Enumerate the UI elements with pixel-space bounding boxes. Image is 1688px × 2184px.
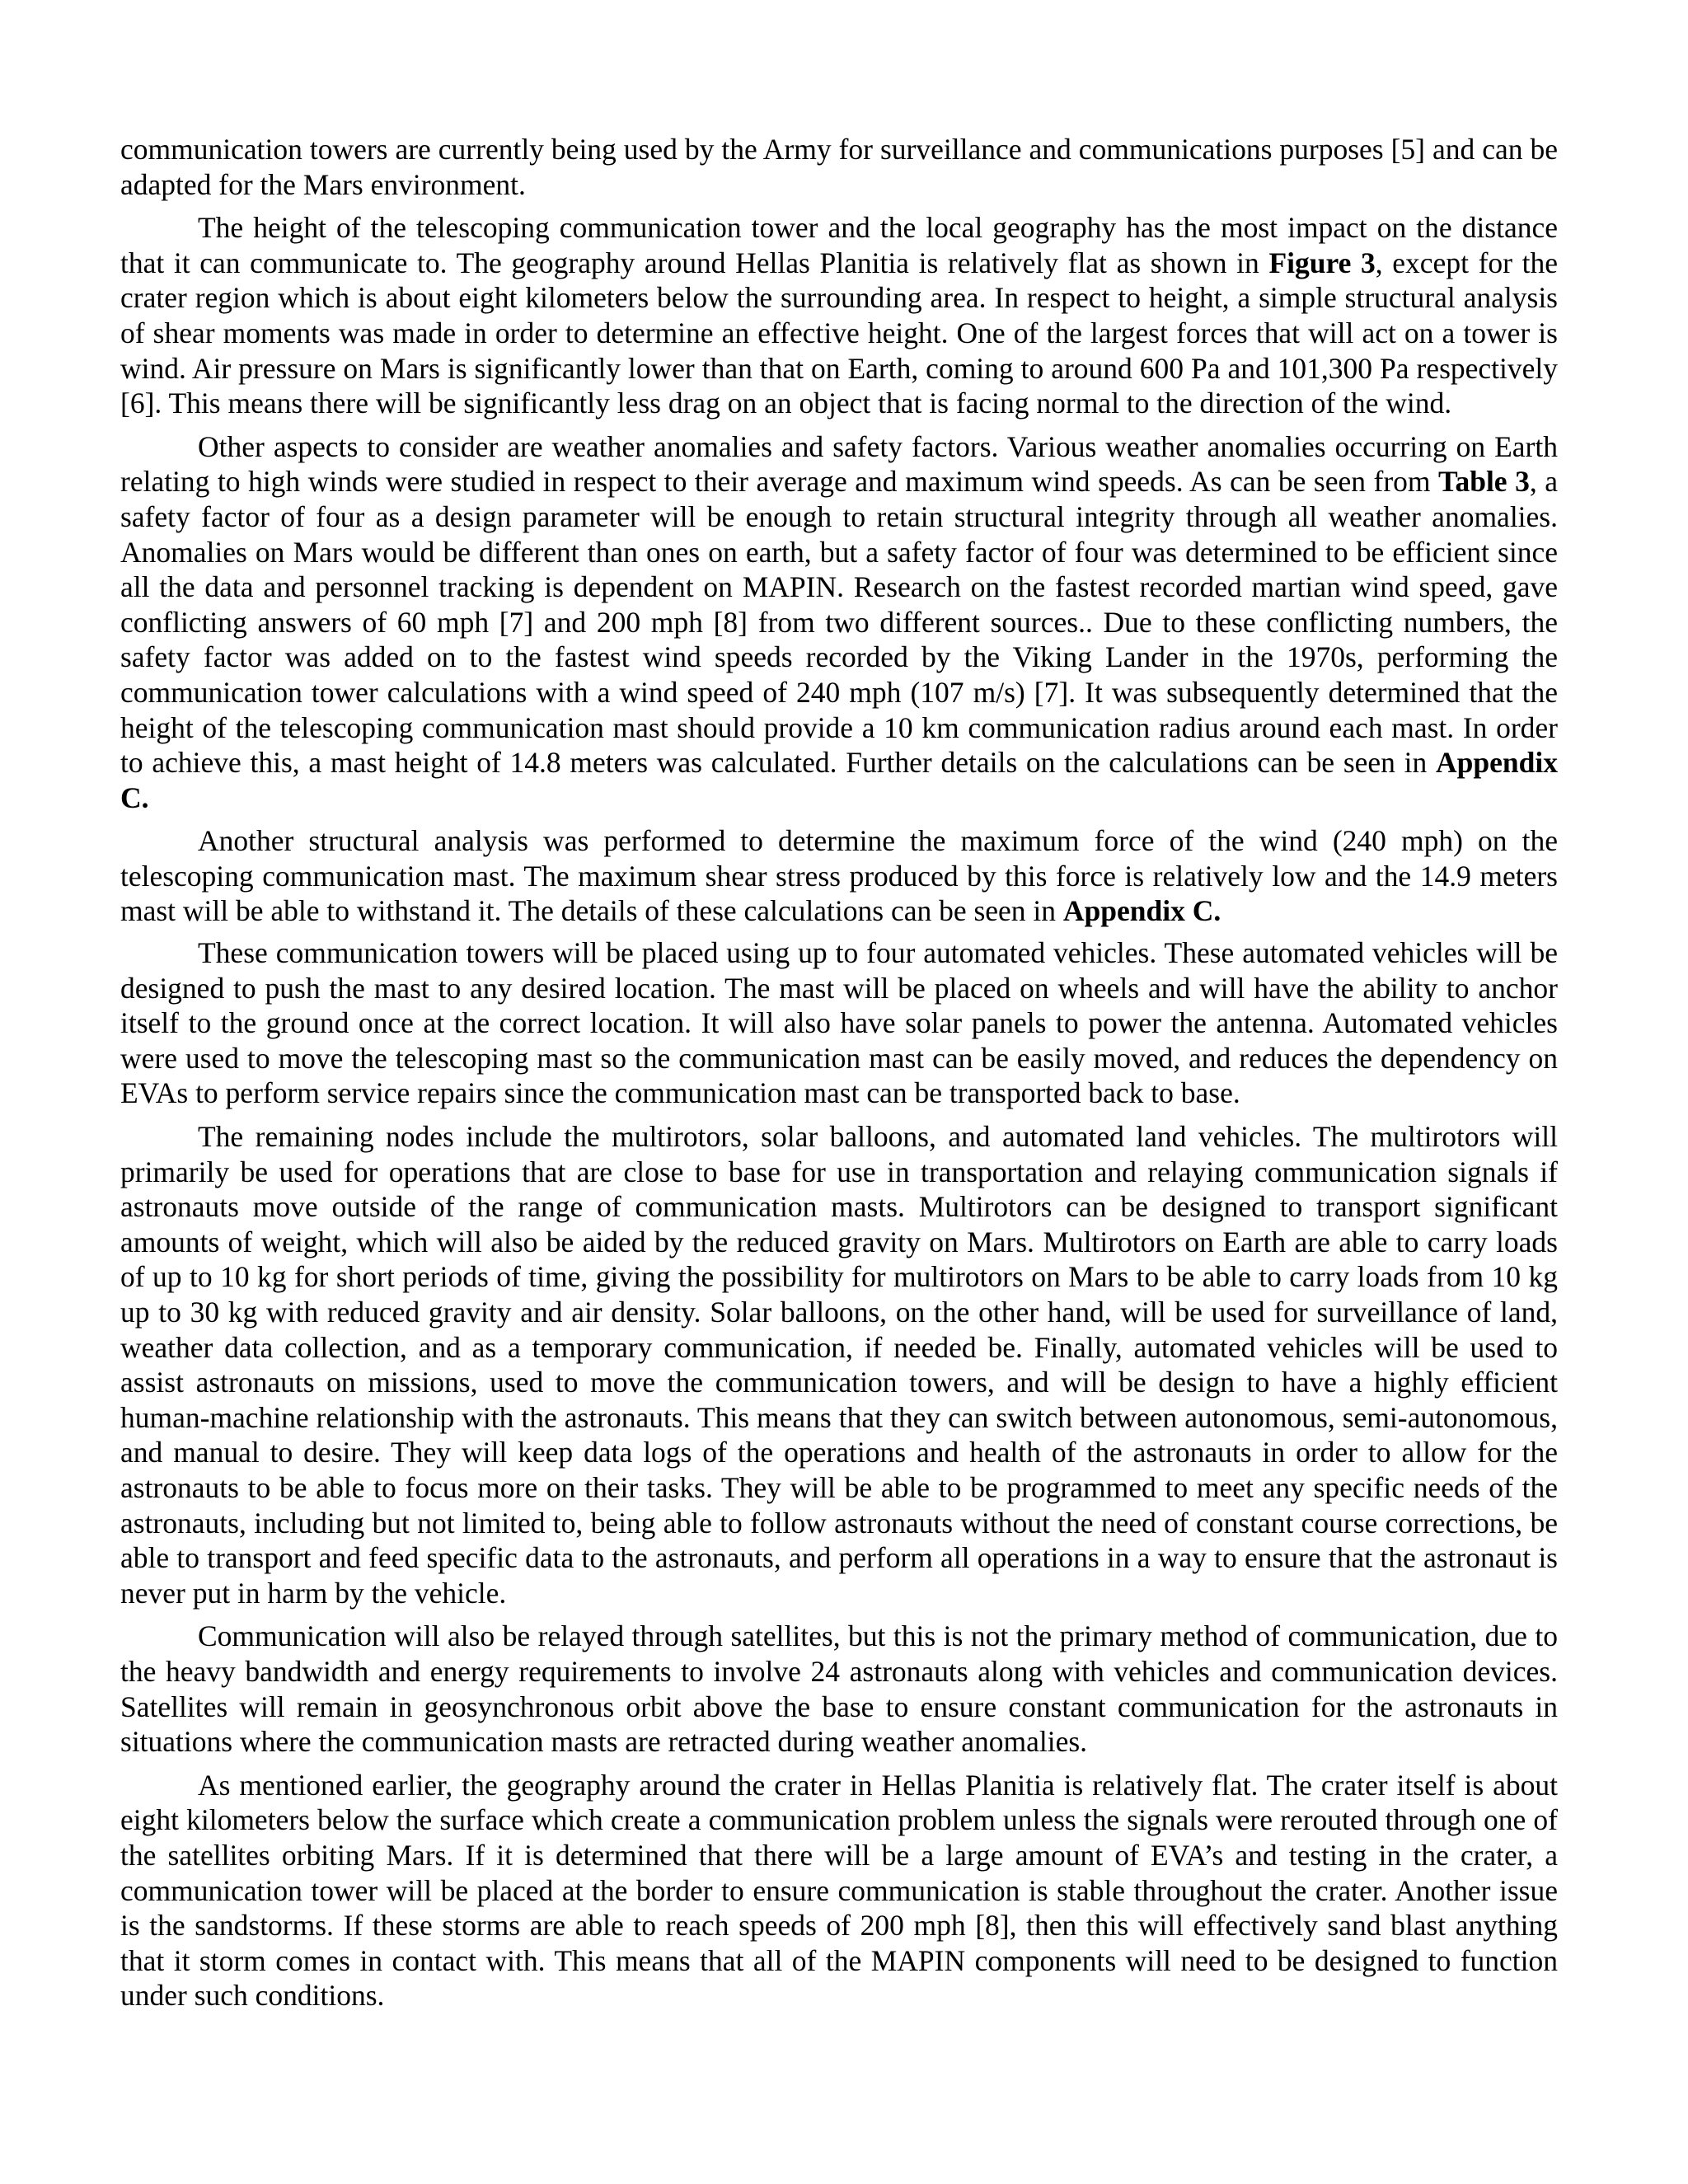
paragraph-3 xyxy=(120,429,1558,816)
paragraph-text: Communication will also be relayed through satellites, but this is not the primary method of communication, due to the heavy bandwidth and energy requirements to involve 24 astronauts along with vehicles and communication devices. Satellites will remain in geosynchronous orbit above the base to ensure constant communication for the astronauts in situations where the communication masts are retracted during weather anomalies. xyxy=(120,1619,1558,1759)
paragraph-text: The height of the telescoping communication tower and the local geography has the most impact on the distance that it can communicate to. The geography around Hellas Planitia is relatively flat as shown in xyxy=(120,211,1558,279)
paragraph-4 xyxy=(120,823,1558,929)
appendix-reference: Appendix C. xyxy=(120,746,1558,814)
paragraph-1 xyxy=(120,132,1558,202)
paragraph-text: These communication towers will be placed using up to four automated vehicles. These automated vehicles will be designed to push the mast to any desired location. The mast will be placed on wheels and will have the ability to anchor itself to the ground once at the correct location. It will also have solar panels to power the antenna. Automated vehicles were used to move the telescoping mast so the communication mast can be easily moved, and reduces the dependency on EVAs to perform service repairs since the communication mast can be transported back to base. xyxy=(120,936,1558,1110)
paragraph-5 xyxy=(120,935,1558,1111)
paragraph-text: Another structural analysis was performed to determine the maximum force of the wind (240 mph) on the telescoping communication mast. The maximum shear stress produced by this force is relatively low and the 14.9 meters mast will be able to withstand it. The details of these calculations can be seen in xyxy=(120,824,1558,928)
paragraph-text: , except for the crater region which is about eight kilometers below the surrounding area. In respect to height, a simple structural analysis of shear moments was made in order to determine an effective height. One of the largest forces that will act on a tower is wind. Air pressure on Mars is significantly lower than that on Earth, coming to around 600 Pa and 101,300 Pa respectively [6]. This means there will be significantly less drag on an object that is facing normal to the direction of the wind. xyxy=(120,246,1558,420)
paragraph-text: Other aspects to consider are weather anomalies and safety factors. Various weather anomalies occurring on Earth relating to high winds were studied in respect to their average and maximum wind speeds. As can be seen from xyxy=(120,429,1558,499)
paragraph-8 xyxy=(120,1768,1558,2013)
document-page xyxy=(120,132,1558,2022)
paragraph-text: , a safety factor of four as a design parameter will be enough to retain structural integrity through all weather anomalies. Anomalies on Mars would be different than ones on earth, but a safety factor of four was determined to be efficient since all the data and personnel tracking is dependent on MAPIN. Research on the fastest recorded martian wind speed, gave conflicting answers of 60 mph [7] and 200 mph [8] from two different sources.. Due to these conflicting numbers, the safety factor was added on to the fastest wind speeds recorded by the Viking Lander in the 1970s, performing the communication tower calculations with a wind speed of 240 mph (107 m/s) [7]. It was subsequently determined that the height of the telescoping communication mast should provide a 10 km communication radius around each mast. In order to achieve this, a mast height of 14.8 meters was calculated. Further details on the calculations can be seen in xyxy=(120,465,1558,780)
figure-reference: Figure 3 xyxy=(1268,246,1376,279)
table-reference: Table 3 xyxy=(1438,465,1530,499)
paragraph-text: The remaining nodes include the multirotors, solar balloons, and automated land vehicles. The multirotors will primarily be used for operations that are close to base for use in transportation and relaying communication signals if astronauts move outside of the range of communication masts. Multirotors can be designed to transport significant amounts of weight, which will also be aided by the reduced gravity on Mars. Multirotors on Earth are able to carry loads of up to 10 kg for short periods of time, giving the possibility for multirotors on Mars to be able to carry loads from 10 kg up to 30 kg with reduced gravity and air density. Solar balloons, on the other hand, will be used for surveillance of land, weather data collection, and as a temporary communication, if needed be. Finally, automated vehicles will be used to assist astronauts on missions, used to move the communication towers, and will be design to have a highly efficient human-machine relationship with the astronauts. This means that they can switch between autonomous, semi-autonomous, and manual to desire. They will keep data logs of the operations and health of the astronauts in order to allow for the astronauts to be able to focus more on their tasks. They will be able to be programmed to meet any specific needs of the astronauts, including but not limited to, being able to follow astronauts without the need of constant course corrections, be able to transport and feed specific data to the astronauts, and perform all operations in a way to ensure that the astronaut is never put in harm by the vehicle. xyxy=(120,1120,1558,1610)
paragraph-6 xyxy=(120,1119,1558,1610)
paragraph-text: communication towers are currently being used by the Army for surveillance and communications purposes [5] and can be adapted for the Mars environment. xyxy=(120,133,1558,201)
paragraph-7 xyxy=(120,1619,1558,1759)
paragraph-text: As mentioned earlier, the geography around the crater in Hellas Planitia is relatively flat. The crater itself is about eight kilometers below the surface which create a communication problem unless the signals were rerouted through one of the satellites orbiting Mars. If it is determined that there will be a large amount of EVA’s and testing in the crater, a communication tower will be placed at the border to ensure communication is stable throughout the crater. Another issue is the sandstorms. If these storms are able to reach speeds of 200 mph [8], then this will effectively sand blast anything that it storm comes in contact with. This means that all of the MAPIN components will need to be designed to function under such conditions. xyxy=(120,1768,1558,2013)
paragraph-2 xyxy=(120,210,1558,421)
appendix-reference: Appendix C. xyxy=(1062,894,1221,928)
